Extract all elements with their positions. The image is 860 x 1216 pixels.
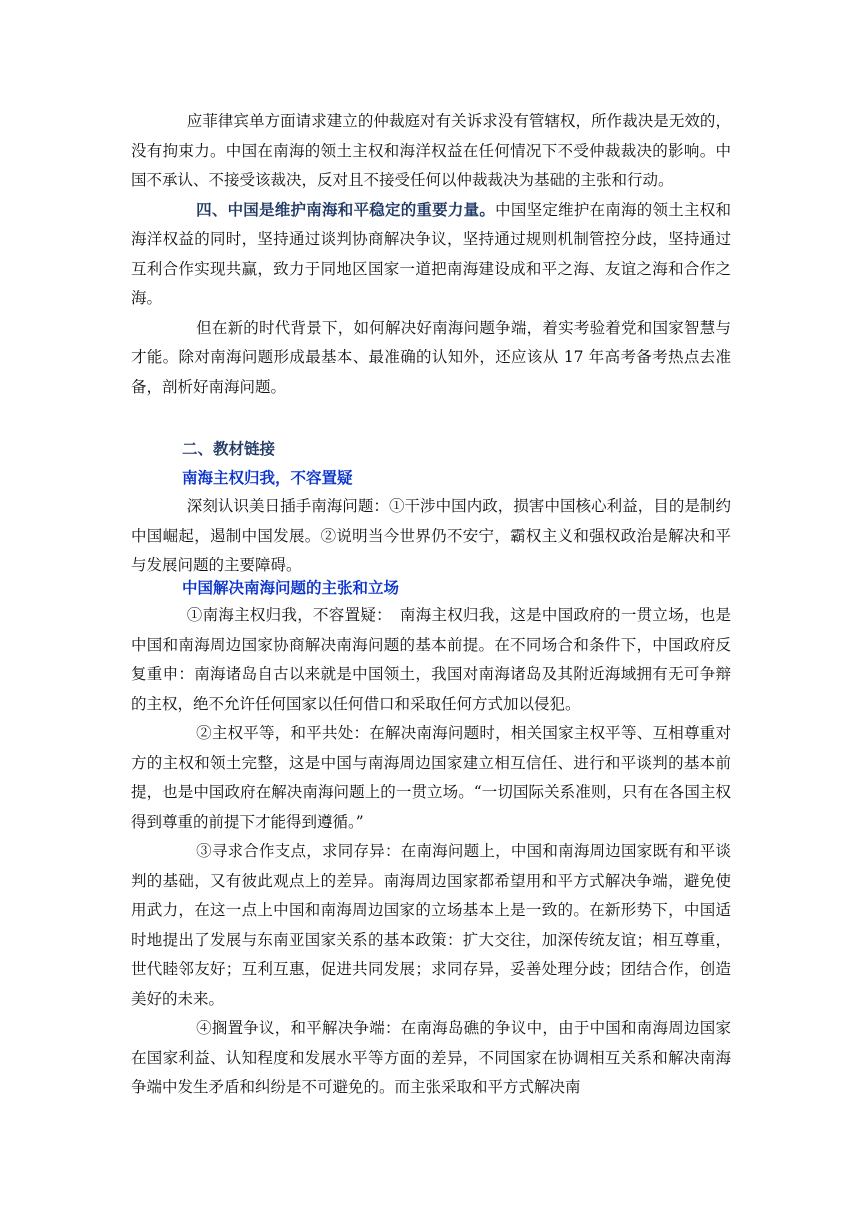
top-text-block (131, 107, 731, 402)
paragraph-context: 但在新的时代背景下，如何解决好南海问题争端，着实考验着党和国家智慧与才能。除对南海问题形成最基本、最准确的认知外，还应该从 17 年高考备考热点去准备，剖析好南海问题。 (131, 318, 731, 396)
section-four-text: 中国坚定维护在南海的领土主权和海洋权益的同时，坚持通过谈判协商解决争议，坚持通过规则机制管控分歧，坚持通过互利合作实现共赢，致力于同地区国家一道把南海建设成和平之海、友谊之海和合作之海。 (131, 200, 731, 307)
item-sovereignty: ①南海主权归我，不容置疑： 南海主权归我，这是中国政府的一贯立场，也是中国和南海周边国家协商解决南海问题的基本前提。在不同场合和条件下，中国政府反复重申：南海诸岛自古以来就是中国领土，我国对南海诸岛及其附近海域拥有无可争辩的主权，绝不允许任何国家以任何借口和采取任何方式加以侵犯。 (131, 606, 731, 713)
paragraph-section-four (131, 196, 731, 314)
item-shelve-disputes: ④搁置争议，和平解决争端：在南海岛礁的争议中，由于中国和南海周边国家在国家利益、认知程度和发展水平等方面的差异，不同国家在协调相互关系和解决南海争端中发生矛盾和纠纷是不可避免的。而主张采取和平方式解决南 (131, 1019, 731, 1096)
interference-block (131, 492, 731, 581)
section-two-title: 二、教材链接 (182, 440, 276, 458)
position-items-block (131, 601, 731, 1103)
item-cooperation: ③寻求合作支点，求同存异：在南海问题上，中国和南海周边国家既有和平谈判的基础，又有彼此观点上的差异。南海周边国家都希望用和平方式解决争端，避免使用武力，在这一点上中国和南海周边国家的立场基本上是一致的。在新形势下，中国适时地提出了发展与东南亚国家关系的基本政策：扩大交往，加深传统友谊；相互尊重，世代睦邻友好；互利互惠，促进共同发展；求同存异，妥善处理分歧；团结合作，创造美好的未来。 (131, 842, 731, 1008)
section-four-heading: 四、中国是维护南海和平稳定的重要力量。 (196, 200, 496, 219)
paragraph-interference: 深刻认识美日插手南海问题：①干涉中国内政，损害中国核心利益，目的是制约中国崛起，遏制中国发展。②说明当今世界仍不安宁，霸权主义和强权政治是解决和平与发展问题的主要障碍。 (131, 497, 731, 574)
item-equality: ②主权平等，和平共处：在解决南海问题时，相关国家主权平等、互相尊重对方的主权和领土完整，这是中国与南海周边国家建立相互信任、进行和平谈判的基本前提，也是中国政府在解决南海问题上的一贯立场。“一切国际关系准则，只有在各国主权得到尊重的前提下才能得到遵循。” (131, 724, 731, 831)
paragraph-arbitration: 应菲律宾单方面请求建立的仲裁庭对有关诉求没有管辖权，所作裁决是无效的，没有拘束力。中国在南海的领土主权和海洋权益在任何情况下不受仲裁裁决的影响。中国不承认、不接受该裁决，反对且不接受任何以仲裁裁决为基础的主张和行动。 (131, 112, 731, 189)
subheading-sovereignty: 南海主权归我，不容置疑 (182, 469, 353, 487)
subheading-position: 中国解决南海问题的主张和立场 (182, 579, 400, 597)
